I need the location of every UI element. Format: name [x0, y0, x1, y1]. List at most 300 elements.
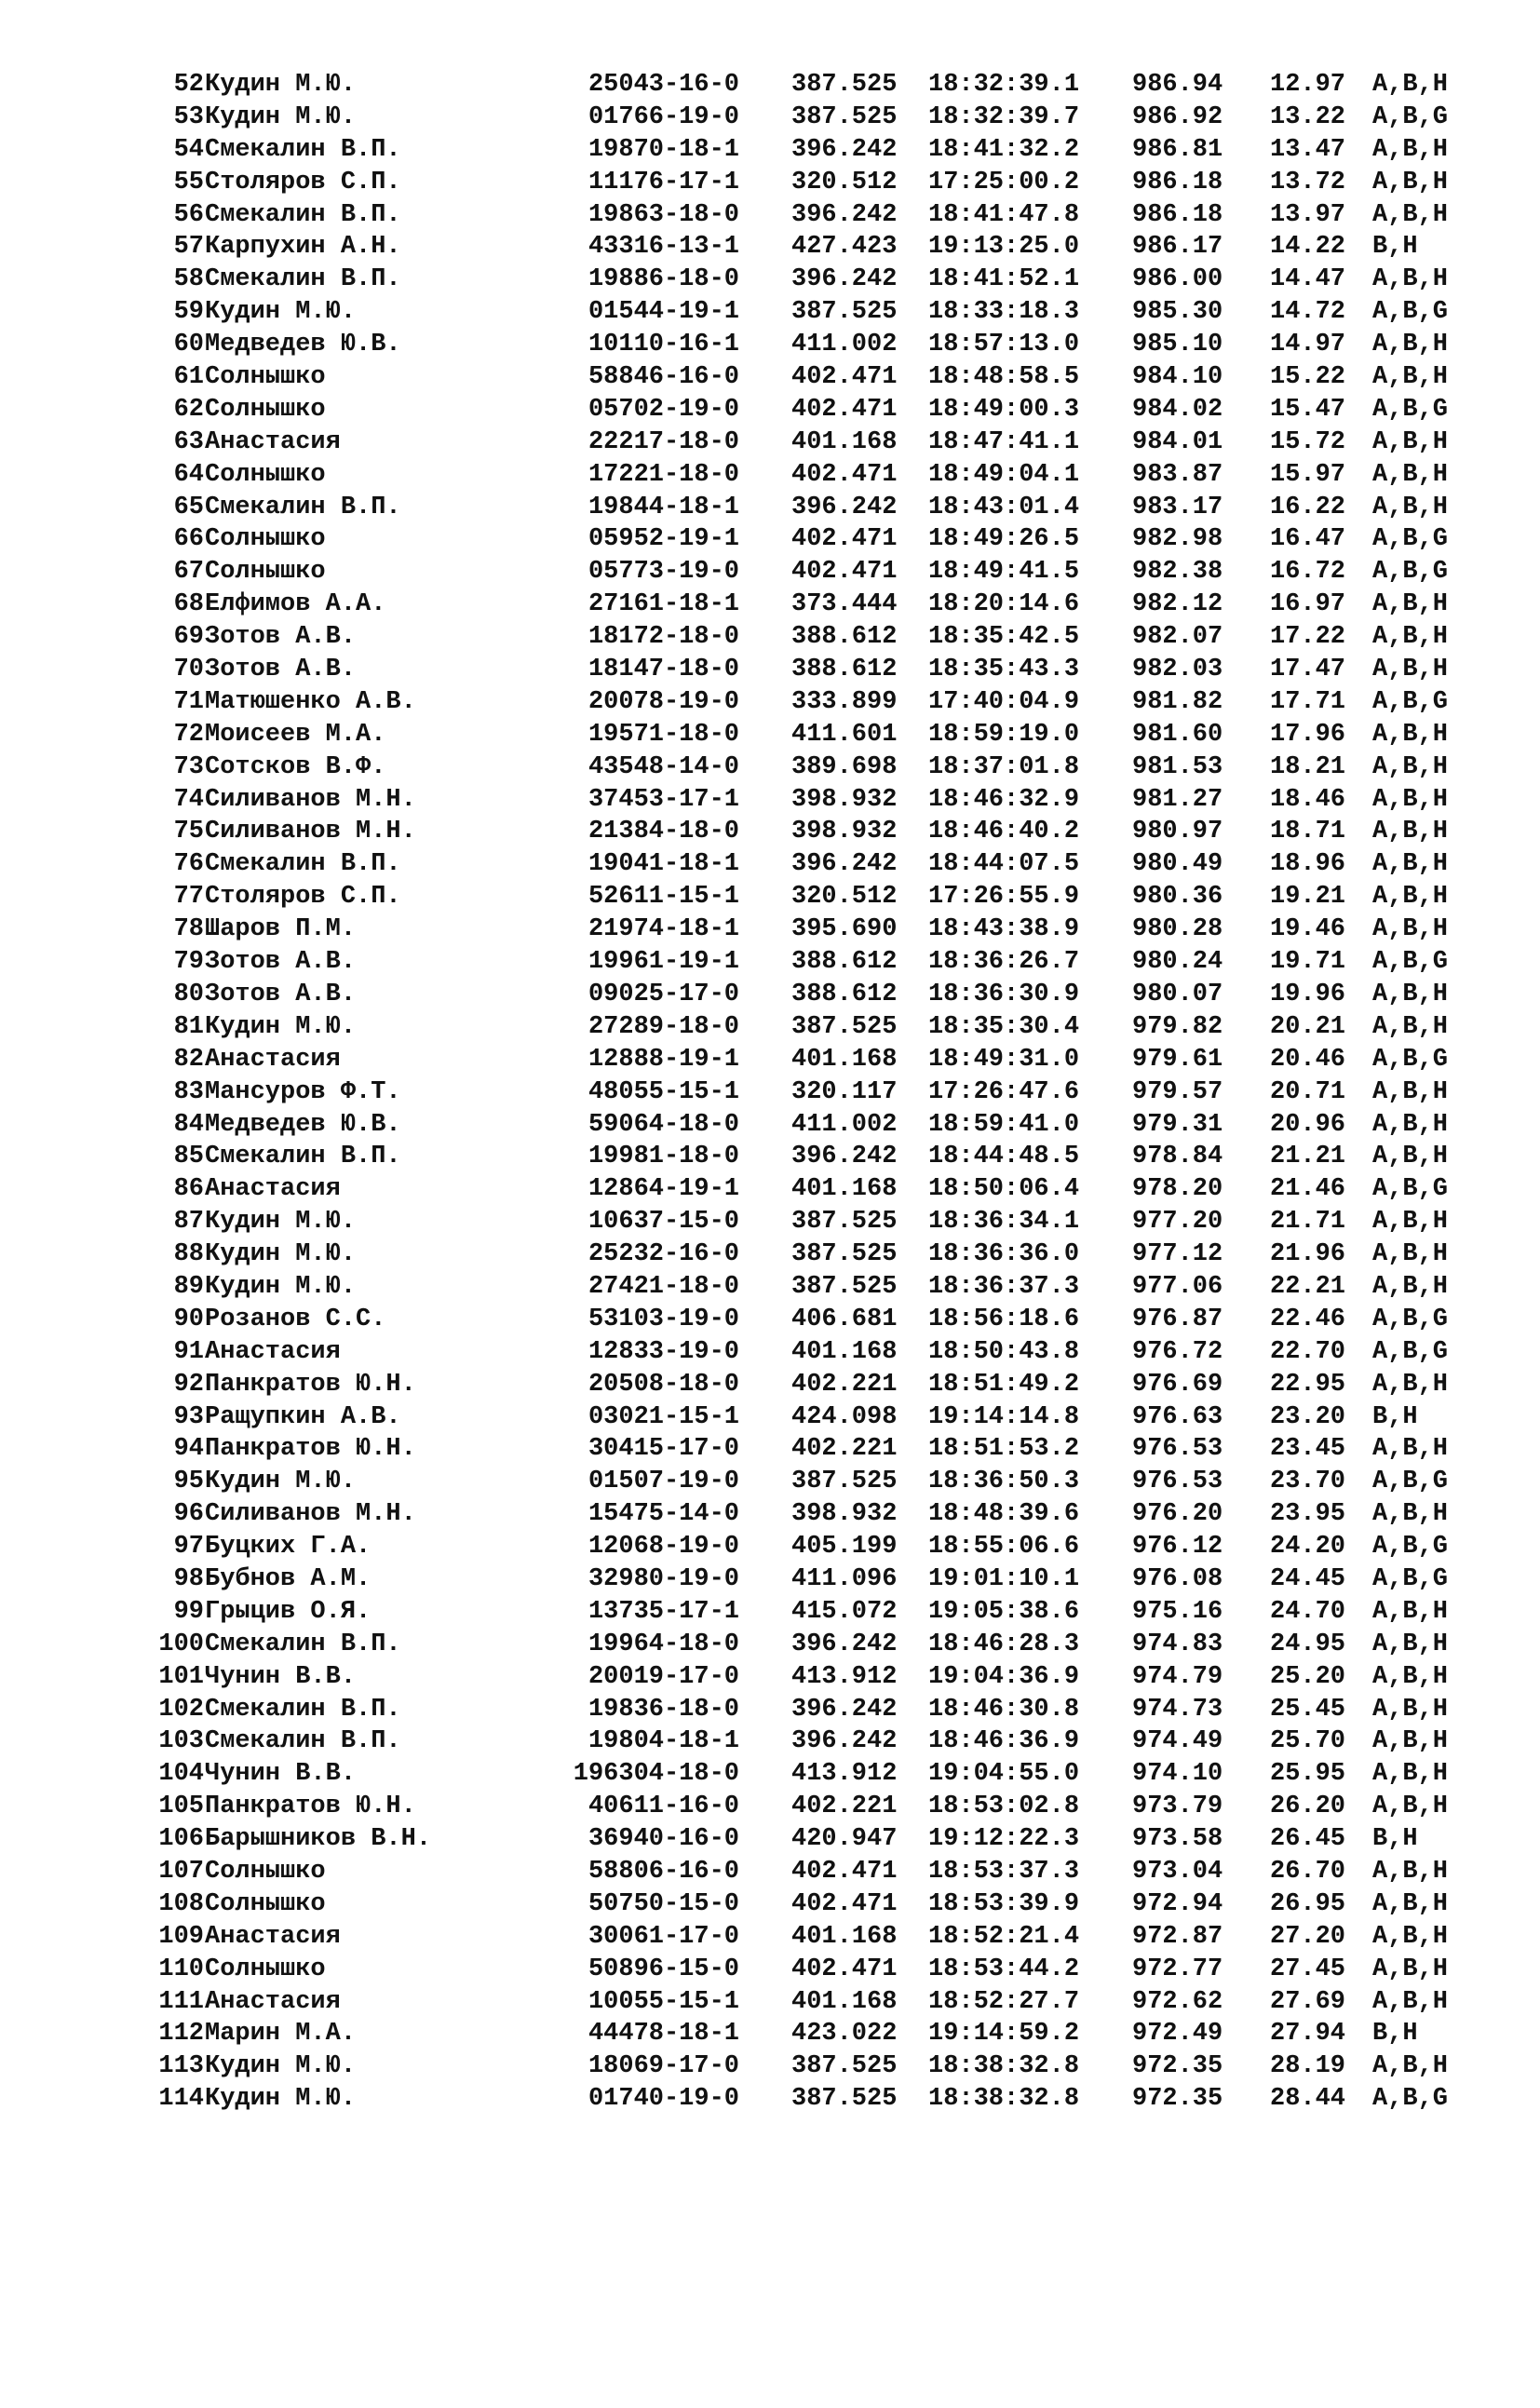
ring-number-cell: 22217-18-0 [588, 427, 739, 456]
table-row [0, 1694, 1540, 1726]
place-cell: 87 [173, 1208, 204, 1237]
ring-number-cell: 19964-18-0 [588, 1630, 739, 1658]
coefficient-cell: 12.97 [1270, 71, 1346, 99]
place-cell: 55 [173, 168, 204, 196]
place-cell: 66 [173, 525, 204, 554]
arrival-time-cell: 18:41:32.2 [928, 135, 1080, 164]
distance-cell: 320.117 [791, 1077, 898, 1106]
distance-cell: 398.932 [791, 785, 898, 814]
speed-cell: 985.30 [1132, 298, 1223, 327]
ring-number-cell: 05702-19-0 [588, 395, 739, 424]
place-cell: 74 [173, 785, 204, 814]
place-cell: 105 [158, 1792, 204, 1821]
fancier-name-cell: Кудин М.Ю. [205, 2085, 357, 2114]
distance-cell: 411.002 [791, 1110, 898, 1139]
categories-cell: A,B,H [1372, 818, 1449, 846]
fancier-name-cell: Смекалин В.П. [205, 850, 401, 879]
table-row [0, 134, 1540, 167]
fancier-name-cell: Чунин В.В. [205, 1662, 357, 1691]
arrival-time-cell: 17:25:00.2 [928, 168, 1080, 196]
ring-number-cell: 53103-19-0 [588, 1305, 739, 1333]
speed-cell: 979.61 [1132, 1045, 1223, 1074]
distance-cell: 333.899 [791, 687, 898, 716]
coefficient-cell: 19.21 [1270, 883, 1346, 912]
speed-cell: 982.38 [1132, 558, 1223, 587]
coefficient-cell: 21.96 [1270, 1240, 1346, 1269]
speed-cell: 972.49 [1132, 2020, 1223, 2049]
table-row [0, 751, 1540, 784]
table-row [0, 588, 1540, 621]
ring-number-cell: 17221-18-0 [588, 460, 739, 489]
speed-cell: 974.73 [1132, 1695, 1223, 1724]
arrival-time-cell: 18:46:40.2 [928, 818, 1080, 846]
categories-cell: A,B,H [1372, 1727, 1449, 1756]
coefficient-cell: 28.44 [1270, 2085, 1346, 2114]
distance-cell: 396.242 [791, 850, 898, 879]
categories-cell: A,B,G [1372, 1533, 1449, 1562]
place-cell: 62 [173, 395, 204, 424]
table-row [0, 816, 1540, 848]
table-row [0, 1433, 1540, 1466]
place-cell: 101 [158, 1662, 204, 1691]
table-row [0, 1369, 1540, 1401]
place-cell: 104 [158, 1760, 204, 1789]
arrival-time-cell: 18:59:19.0 [928, 720, 1080, 749]
table-row [0, 1596, 1540, 1629]
place-cell: 79 [173, 948, 204, 977]
ring-number-cell: 18069-17-0 [588, 2052, 739, 2081]
speed-cell: 977.06 [1132, 1272, 1223, 1301]
arrival-time-cell: 18:35:30.4 [928, 1012, 1080, 1041]
fancier-name-cell: Карпухин А.Н. [205, 233, 401, 262]
table-row [0, 2050, 1540, 2083]
speed-cell: 974.49 [1132, 1727, 1223, 1756]
categories-cell: A,B,H [1372, 1012, 1449, 1041]
ring-number-cell: 37453-17-1 [588, 785, 739, 814]
categories-cell: A,B,H [1372, 1110, 1449, 1139]
distance-cell: 402.221 [791, 1792, 898, 1821]
arrival-time-cell: 18:37:01.8 [928, 752, 1080, 781]
arrival-time-cell: 18:53:39.9 [928, 1889, 1080, 1918]
fancier-name-cell: Солнышко [205, 460, 326, 489]
table-row [0, 296, 1540, 329]
distance-cell: 402.471 [791, 558, 898, 587]
speed-cell: 980.07 [1132, 980, 1223, 1008]
place-cell: 88 [173, 1240, 204, 1269]
distance-cell: 401.168 [791, 1337, 898, 1366]
coefficient-cell: 14.22 [1270, 233, 1346, 262]
place-cell: 80 [173, 980, 204, 1008]
fancier-name-cell: Матюшенко А.В. [205, 687, 416, 716]
fancier-name-cell: Солнышко [205, 395, 326, 424]
categories-cell: A,B,H [1372, 850, 1449, 879]
distance-cell: 387.525 [791, 1208, 898, 1237]
categories-cell: A,B,H [1372, 427, 1449, 456]
fancier-name-cell: Зотов А.В. [205, 980, 357, 1008]
arrival-time-cell: 18:57:13.0 [928, 331, 1080, 359]
speed-cell: 974.83 [1132, 1630, 1223, 1658]
coefficient-cell: 26.20 [1270, 1792, 1346, 1821]
table-row [0, 459, 1540, 492]
speed-cell: 986.92 [1132, 102, 1223, 131]
fancier-name-cell: Кудин М.Ю. [205, 1240, 357, 1269]
table-row [0, 2083, 1540, 2116]
distance-cell: 420.947 [791, 1825, 898, 1854]
results-table [0, 69, 1540, 2116]
place-cell: 54 [173, 135, 204, 164]
speed-cell: 980.49 [1132, 850, 1223, 879]
distance-cell: 387.525 [791, 2085, 898, 2114]
arrival-time-cell: 18:32:39.1 [928, 71, 1080, 99]
arrival-time-cell: 18:48:39.6 [928, 1500, 1080, 1529]
speed-cell: 976.53 [1132, 1468, 1223, 1496]
ring-number-cell: 30415-17-0 [588, 1435, 739, 1464]
fancier-name-cell: Панкратов Ю.Н. [205, 1370, 416, 1399]
place-cell: 96 [173, 1500, 204, 1529]
fancier-name-cell: Анастасия [205, 1922, 341, 1951]
coefficient-cell: 27.20 [1270, 1922, 1346, 1951]
coefficient-cell: 17.47 [1270, 656, 1346, 684]
arrival-time-cell: 18:36:37.3 [928, 1272, 1080, 1301]
coefficient-cell: 23.20 [1270, 1402, 1346, 1431]
table-row [0, 1531, 1540, 1563]
table-row [0, 2018, 1540, 2050]
place-cell: 65 [173, 493, 204, 521]
categories-cell: A,B,G [1372, 1305, 1449, 1333]
categories-cell: A,B,H [1372, 1272, 1449, 1301]
speed-cell: 983.87 [1132, 460, 1223, 489]
table-row [0, 719, 1540, 751]
speed-cell: 986.00 [1132, 265, 1223, 294]
ring-number-cell: 10637-15-0 [588, 1208, 739, 1237]
place-cell: 113 [158, 2052, 204, 2081]
distance-cell: 387.525 [791, 102, 898, 131]
table-row [0, 1304, 1540, 1336]
ring-number-cell: 27289-18-0 [588, 1012, 739, 1041]
place-cell: 91 [173, 1337, 204, 1366]
distance-cell: 388.612 [791, 656, 898, 684]
place-cell: 82 [173, 1045, 204, 1074]
table-row [0, 1791, 1540, 1823]
coefficient-cell: 15.47 [1270, 395, 1346, 424]
ring-number-cell: 40611-16-0 [588, 1792, 739, 1821]
distance-cell: 402.221 [791, 1370, 898, 1399]
arrival-time-cell: 18:36:36.0 [928, 1240, 1080, 1269]
coefficient-cell: 13.47 [1270, 135, 1346, 164]
categories-cell: B,H [1372, 1402, 1418, 1431]
ring-number-cell: 36940-16-0 [588, 1825, 739, 1854]
arrival-time-cell: 18:43:38.9 [928, 915, 1080, 944]
speed-cell: 980.28 [1132, 915, 1223, 944]
speed-cell: 981.82 [1132, 687, 1223, 716]
distance-cell: 320.512 [791, 883, 898, 912]
fancier-name-cell: Кудин М.Ю. [205, 71, 357, 99]
table-row [0, 1044, 1540, 1076]
coefficient-cell: 19.96 [1270, 980, 1346, 1008]
arrival-time-cell: 18:46:36.9 [928, 1727, 1080, 1756]
speed-cell: 972.62 [1132, 1987, 1223, 2016]
place-cell: 100 [158, 1630, 204, 1658]
table-row [0, 654, 1540, 686]
ring-number-cell: 20508-18-0 [588, 1370, 739, 1399]
table-row [0, 1271, 1540, 1304]
ring-number-cell: 05773-19-0 [588, 558, 739, 587]
speed-cell: 974.10 [1132, 1760, 1223, 1789]
table-row [0, 1498, 1540, 1531]
speed-cell: 972.87 [1132, 1922, 1223, 1951]
place-cell: 81 [173, 1012, 204, 1041]
coefficient-cell: 23.95 [1270, 1500, 1346, 1529]
ring-number-cell: 48055-15-1 [588, 1077, 739, 1106]
speed-cell: 985.10 [1132, 331, 1223, 359]
table-row [0, 231, 1540, 264]
distance-cell: 402.471 [791, 525, 898, 554]
speed-cell: 976.12 [1132, 1533, 1223, 1562]
coefficient-cell: 25.45 [1270, 1695, 1346, 1724]
distance-cell: 387.525 [791, 1240, 898, 1269]
fancier-name-cell: Солнышко [205, 1955, 326, 1983]
arrival-time-cell: 18:36:26.7 [928, 948, 1080, 977]
ring-number-cell: 43316-13-1 [588, 233, 739, 262]
categories-cell: A,B,H [1372, 1435, 1449, 1464]
fancier-name-cell: Смекалин В.П. [205, 1727, 401, 1756]
place-cell: 94 [173, 1435, 204, 1464]
coefficient-cell: 13.22 [1270, 102, 1346, 131]
categories-cell: A,B,G [1372, 687, 1449, 716]
table-row [0, 329, 1540, 361]
coefficient-cell: 25.70 [1270, 1727, 1346, 1756]
distance-cell: 396.242 [791, 135, 898, 164]
ring-number-cell: 18147-18-0 [588, 656, 739, 684]
table-row [0, 784, 1540, 817]
place-cell: 69 [173, 623, 204, 652]
arrival-time-cell: 18:52:27.7 [928, 1987, 1080, 2016]
ring-number-cell: 19571-18-0 [588, 720, 739, 749]
categories-cell: A,B,H [1372, 168, 1449, 196]
speed-cell: 976.72 [1132, 1337, 1223, 1366]
arrival-time-cell: 18:33:18.3 [928, 298, 1080, 327]
distance-cell: 405.199 [791, 1533, 898, 1562]
categories-cell: A,B,H [1372, 363, 1449, 392]
categories-cell: A,B,H [1372, 1662, 1449, 1691]
fancier-name-cell: Медведев Ю.В. [205, 331, 401, 359]
ring-number-cell: 19041-18-1 [588, 850, 739, 879]
distance-cell: 402.471 [791, 1857, 898, 1886]
coefficient-cell: 25.20 [1270, 1662, 1346, 1691]
speed-cell: 976.53 [1132, 1435, 1223, 1464]
place-cell: 86 [173, 1175, 204, 1204]
fancier-name-cell: Смекалин В.П. [205, 265, 401, 294]
categories-cell: A,B,H [1372, 720, 1449, 749]
ring-number-cell: 12864-19-1 [588, 1175, 739, 1204]
speed-cell: 976.08 [1132, 1564, 1223, 1593]
distance-cell: 402.471 [791, 1955, 898, 1983]
place-cell: 68 [173, 590, 204, 619]
ring-number-cell: 44478-18-1 [588, 2020, 739, 2049]
table-row [0, 1921, 1540, 1954]
distance-cell: 396.242 [791, 493, 898, 521]
arrival-time-cell: 19:05:38.6 [928, 1597, 1080, 1626]
coefficient-cell: 23.70 [1270, 1468, 1346, 1496]
speed-cell: 981.60 [1132, 720, 1223, 749]
fancier-name-cell: Панкратов Ю.Н. [205, 1792, 416, 1821]
speed-cell: 986.18 [1132, 168, 1223, 196]
speed-cell: 979.31 [1132, 1110, 1223, 1139]
arrival-time-cell: 18:43:01.4 [928, 493, 1080, 521]
coefficient-cell: 23.45 [1270, 1435, 1346, 1464]
arrival-time-cell: 18:46:28.3 [928, 1630, 1080, 1658]
table-row [0, 979, 1540, 1011]
distance-cell: 402.471 [791, 1889, 898, 1918]
place-cell: 72 [173, 720, 204, 749]
table-row [0, 1823, 1540, 1856]
speed-cell: 982.03 [1132, 656, 1223, 684]
distance-cell: 406.681 [791, 1305, 898, 1333]
coefficient-cell: 21.46 [1270, 1175, 1346, 1204]
fancier-name-cell: Кудин М.Ю. [205, 102, 357, 131]
speed-cell: 981.53 [1132, 752, 1223, 781]
coefficient-cell: 20.96 [1270, 1110, 1346, 1139]
distance-cell: 402.221 [791, 1435, 898, 1464]
ring-number-cell: 25232-16-0 [588, 1240, 739, 1269]
speed-cell: 972.77 [1132, 1955, 1223, 1983]
place-cell: 114 [158, 2085, 204, 2114]
speed-cell: 976.69 [1132, 1370, 1223, 1399]
place-cell: 95 [173, 1468, 204, 1496]
distance-cell: 396.242 [791, 1695, 898, 1724]
distance-cell: 396.242 [791, 1143, 898, 1171]
distance-cell: 413.912 [791, 1760, 898, 1789]
speed-cell: 973.79 [1132, 1792, 1223, 1821]
fancier-name-cell: Грыцив О.Я. [205, 1597, 371, 1626]
categories-cell: A,B,H [1372, 1857, 1449, 1886]
categories-cell: A,B,H [1372, 1695, 1449, 1724]
place-cell: 112 [158, 2020, 204, 2049]
ring-number-cell: 12888-19-1 [588, 1045, 739, 1074]
table-row [0, 1563, 1540, 1596]
distance-cell: 402.471 [791, 460, 898, 489]
fancier-name-cell: Силиванов М.Н. [205, 785, 416, 814]
place-cell: 103 [158, 1727, 204, 1756]
coefficient-cell: 20.46 [1270, 1045, 1346, 1074]
ring-number-cell: 50750-15-0 [588, 1889, 739, 1918]
speed-cell: 982.07 [1132, 623, 1223, 652]
coefficient-cell: 18.21 [1270, 752, 1346, 781]
table-row [0, 426, 1540, 459]
distance-cell: 320.512 [791, 168, 898, 196]
fancier-name-cell: Кудин М.Ю. [205, 298, 357, 327]
table-row [0, 1076, 1540, 1109]
coefficient-cell: 28.19 [1270, 2052, 1346, 2081]
table-row [0, 686, 1540, 719]
arrival-time-cell: 19:12:22.3 [928, 1825, 1080, 1854]
categories-cell: A,B,H [1372, 1955, 1449, 1983]
fancier-name-cell: Бубнов А.М. [205, 1564, 371, 1593]
ring-number-cell: 03021-15-1 [588, 1402, 739, 1431]
place-cell: 84 [173, 1110, 204, 1139]
categories-cell: A,B,H [1372, 980, 1449, 1008]
table-row [0, 264, 1540, 296]
distance-cell: 387.525 [791, 2052, 898, 2081]
arrival-time-cell: 19:14:59.2 [928, 2020, 1080, 2049]
place-cell: 93 [173, 1402, 204, 1431]
fancier-name-cell: Столяров С.П. [205, 883, 401, 912]
arrival-time-cell: 18:41:52.1 [928, 265, 1080, 294]
place-cell: 53 [173, 102, 204, 131]
speed-cell: 978.84 [1132, 1143, 1223, 1171]
ring-number-cell: 32980-19-0 [588, 1564, 739, 1593]
ring-number-cell: 19886-18-0 [588, 265, 739, 294]
distance-cell: 389.698 [791, 752, 898, 781]
distance-cell: 396.242 [791, 1630, 898, 1658]
speed-cell: 976.20 [1132, 1500, 1223, 1529]
fancier-name-cell: Зотов А.В. [205, 948, 357, 977]
place-cell: 57 [173, 233, 204, 262]
speed-cell: 986.17 [1132, 233, 1223, 262]
arrival-time-cell: 18:53:44.2 [928, 1955, 1080, 1983]
ring-number-cell: 19961-19-1 [588, 948, 739, 977]
arrival-time-cell: 18:56:18.6 [928, 1305, 1080, 1333]
speed-cell: 980.24 [1132, 948, 1223, 977]
categories-cell: A,B,H [1372, 1208, 1449, 1237]
place-cell: 67 [173, 558, 204, 587]
distance-cell: 387.525 [791, 1468, 898, 1496]
fancier-name-cell: Анастасия [205, 1175, 341, 1204]
arrival-time-cell: 18:59:41.0 [928, 1110, 1080, 1139]
table-row [0, 1661, 1540, 1694]
distance-cell: 398.932 [791, 1500, 898, 1529]
arrival-time-cell: 18:47:41.1 [928, 427, 1080, 456]
categories-cell: A,B,H [1372, 1760, 1449, 1789]
table-row [0, 1173, 1540, 1206]
ring-number-cell: 09025-17-0 [588, 980, 739, 1008]
place-cell: 70 [173, 656, 204, 684]
coefficient-cell: 19.71 [1270, 948, 1346, 977]
categories-cell: A,B,G [1372, 395, 1449, 424]
coefficient-cell: 15.22 [1270, 363, 1346, 392]
coefficient-cell: 14.72 [1270, 298, 1346, 327]
table-row [0, 913, 1540, 946]
speed-cell: 977.20 [1132, 1208, 1223, 1237]
fancier-name-cell: Панкратов Ю.Н. [205, 1435, 416, 1464]
arrival-time-cell: 17:26:47.6 [928, 1077, 1080, 1106]
coefficient-cell: 22.95 [1270, 1370, 1346, 1399]
distance-cell: 424.098 [791, 1402, 898, 1431]
distance-cell: 402.471 [791, 395, 898, 424]
place-cell: 77 [173, 883, 204, 912]
speed-cell: 983.17 [1132, 493, 1223, 521]
table-row [0, 1888, 1540, 1921]
place-cell: 83 [173, 1077, 204, 1106]
distance-cell: 395.690 [791, 915, 898, 944]
table-row [0, 1954, 1540, 1986]
coefficient-cell: 16.22 [1270, 493, 1346, 521]
ring-number-cell: 10055-15-1 [588, 1987, 739, 2016]
table-row [0, 1856, 1540, 1888]
distance-cell: 411.601 [791, 720, 898, 749]
place-cell: 108 [158, 1889, 204, 1918]
fancier-name-cell: Сотсков В.Ф. [205, 752, 386, 781]
arrival-time-cell: 18:35:43.3 [928, 656, 1080, 684]
arrival-time-cell: 18:36:34.1 [928, 1208, 1080, 1237]
ring-number-cell: 27161-18-1 [588, 590, 739, 619]
arrival-time-cell: 18:32:39.7 [928, 102, 1080, 131]
ring-number-cell: 05952-19-1 [588, 525, 739, 554]
table-row [0, 101, 1540, 134]
categories-cell: A,B,H [1372, 1597, 1449, 1626]
arrival-time-cell: 18:49:31.0 [928, 1045, 1080, 1074]
place-cell: 73 [173, 752, 204, 781]
